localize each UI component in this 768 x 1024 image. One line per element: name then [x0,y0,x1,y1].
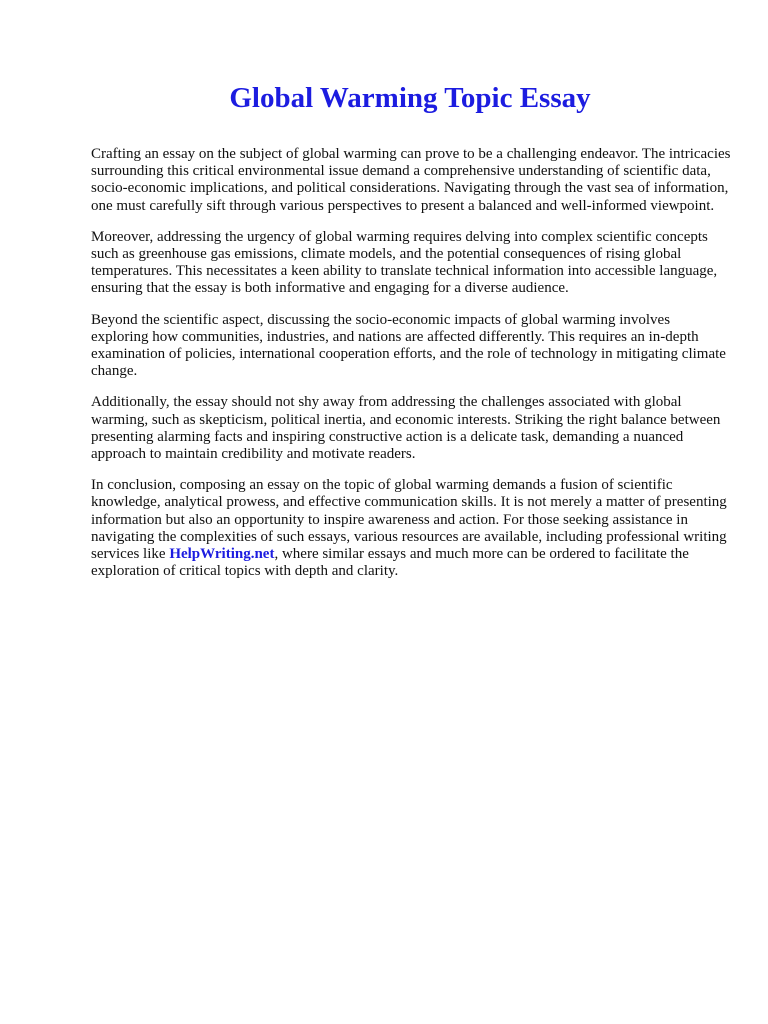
paragraph-5-conclusion [91,477,731,580]
paragraph-2: Moreover, addressing the urgency of global warming requires delving into complex scientific concepts such as greenhouse gas emissions, climate models, and the potential consequences of rising global temperatures. This necessitates a keen ability to translate technical information into accessible language, ensuring that the essay is both informative and engaging for a diverse audience. [91,228,718,297]
conclusion-text-before-link: In conclusion, composing an essay on the topic of global warming demands a fusion of scientific knowledge, analytical prowess, and effective communication skills. It is not merely a matter of presenting information but also an opportunity to inspire awareness and action. For those seeking assistance in navigating the complexities of such essays, various resources are available, including professional writing services like [91,477,727,563]
paragraph-1: Crafting an essay on the subject of global warming can prove to be a challenging endeavor. The intricacies surrounding this critical environmental issue demand a comprehensive understanding of scientific data, socio-economic implications, and political considerations. Navigating through the vast sea of information, one must carefully sift through various perspectives to present a balanced and well-informed viewpoint. [91,146,731,214]
helpwriting-link[interactable]: HelpWriting.net [169,546,275,563]
essay-body [91,146,731,594]
paragraph-3: Beyond the scientific aspect, discussing the socio-economic impacts of global warming involves exploring how communities, industries, and nations are affected differently. This requires an in-depth examination of policies, international cooperation efforts, and the role of technology in mitigating climate change. [91,311,726,380]
page-title: Global Warming Topic Essay [229,82,591,114]
paragraph-4: Additionally, the essay should not shy away from addressing the challenges associated with global warming, such as skepticism, political inertia, and economic interests. Striking the right balance between presenting alarming facts and inspiring constructive action is a delicate task, demanding a nuanced approach to maintain credibility and motivate readers. [91,394,721,463]
conclusion-text-after-link: , where similar essays and much more can be ordered to facilitate the exploration of critical topics with depth and clarity. [91,546,689,580]
